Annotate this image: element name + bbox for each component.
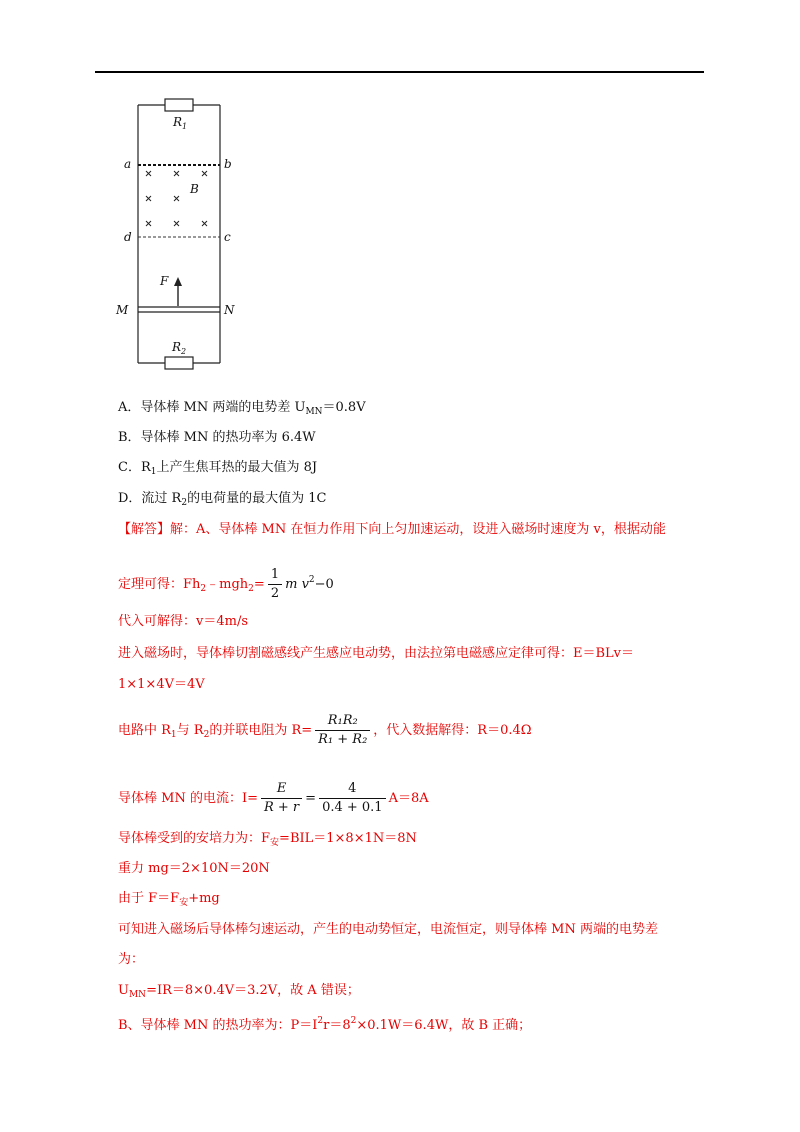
label-r1: R — [173, 115, 183, 129]
field-cross — [202, 171, 207, 176]
option-c: C．$R_1$上产生焦耳热的最大值为 8J — [118, 460, 318, 477]
option-a: A．导体棒 MN 两端的电势差 $U_{MN}=0.8V$ — [118, 400, 366, 417]
fraction-current: $\frac{E}{R + r}$ — [261, 780, 302, 817]
field-cross — [146, 196, 151, 201]
arrow-head-icon — [174, 277, 182, 286]
solution-line-12: 为： — [118, 952, 145, 967]
circuit-diagram — [110, 95, 240, 370]
label-b: b — [224, 157, 232, 171]
solution-line-2: 定理可得：$Fh_2﹣mgh_2=$ $\frac{1}{2}$ m $v^2-0$ — [118, 567, 334, 601]
solution-line-4: 进入磁场时，导体棒切割磁感线产生感应电动势，由法拉第电磁感应定律可得：E＝BLv＝ — [118, 646, 635, 661]
label-d: d — [124, 230, 132, 244]
option-d: D．流过 $R_2$的电荷量的最大值为 1C — [118, 491, 327, 508]
solution-line-10: 由于 $F=F_安+mg$ — [118, 891, 220, 908]
fraction-parallel-resistance: $\frac{\text{R₁R₂}}{\text{R₁ + R₂}}$ — [315, 712, 370, 749]
field-cross — [202, 221, 207, 226]
label-field: B — [190, 182, 199, 196]
label-c: c — [224, 230, 231, 244]
field-cross — [146, 171, 151, 176]
label-r2-sub: 2 — [181, 347, 187, 356]
resistor-r1 — [165, 99, 193, 111]
solution-line-11: 可知进入磁场后导体棒匀速运动，产生的电动势恒定，电流恒定，则导体棒 MN 两端的电势差 — [118, 922, 658, 937]
solution-tag: 【解答】 — [118, 522, 171, 537]
fraction-current-values: $\frac{4}{0.4 + 0.1}$ — [319, 780, 386, 817]
label-r1-sub: 1 — [182, 122, 188, 131]
solution-line-7: 导体棒 MN 的电流：I= $\frac{E}{R + r}$ = $\frac{4}{0.4 + 0.1}$ A＝8A — [118, 781, 429, 815]
solution-line-1: 【解答】解：A、导体棒 MN 在恒力作用下向上匀加速运动，设进入磁场时速度为 v，根据动能 — [118, 522, 666, 537]
resistor-r2 — [165, 357, 193, 369]
label-a: a — [124, 157, 132, 171]
label-force: F — [160, 274, 169, 288]
label-n: N — [224, 303, 235, 317]
field-cross — [174, 171, 179, 176]
solution-line-5: 1×1×4V＝4V — [118, 677, 205, 692]
field-cross — [146, 221, 151, 226]
header-rule — [95, 71, 704, 73]
field-cross — [174, 221, 179, 226]
solution-line-13: $U_{MN}=IR=8\times 0.4V=3.2V$，故 A 错误； — [118, 983, 360, 1000]
solution-line-6: 电路中 $R_1$与 $R_2$的并联电阻为 R= $\frac{\text{R₁R₂}}{\text{R₁ + R₂}}$ ，代入数据解得：R＝0.4Ω — [118, 713, 532, 747]
label-m: M — [116, 303, 129, 317]
option-b: B．导体棒 MN 的热功率为 6.4W — [118, 430, 316, 445]
label-r2: R — [172, 340, 182, 354]
solution-line-14: B、导体棒 MN 的热功率为：$P=I^2r=8^2\times 0.1W=6.4W$，故 B 正确； — [118, 1016, 532, 1033]
solution-line-8: 导体棒受到的安培力为：$F_安=BIL=1\times 8\times 1N=8N$ — [118, 831, 417, 848]
field-cross — [174, 196, 179, 201]
fraction-half: $\frac{1}{2}$ — [268, 566, 282, 603]
solution-line-9: 重力 mg＝2×10N＝20N — [118, 861, 270, 876]
solution-line-3: 代入可解得：v＝4m/s — [118, 614, 248, 629]
